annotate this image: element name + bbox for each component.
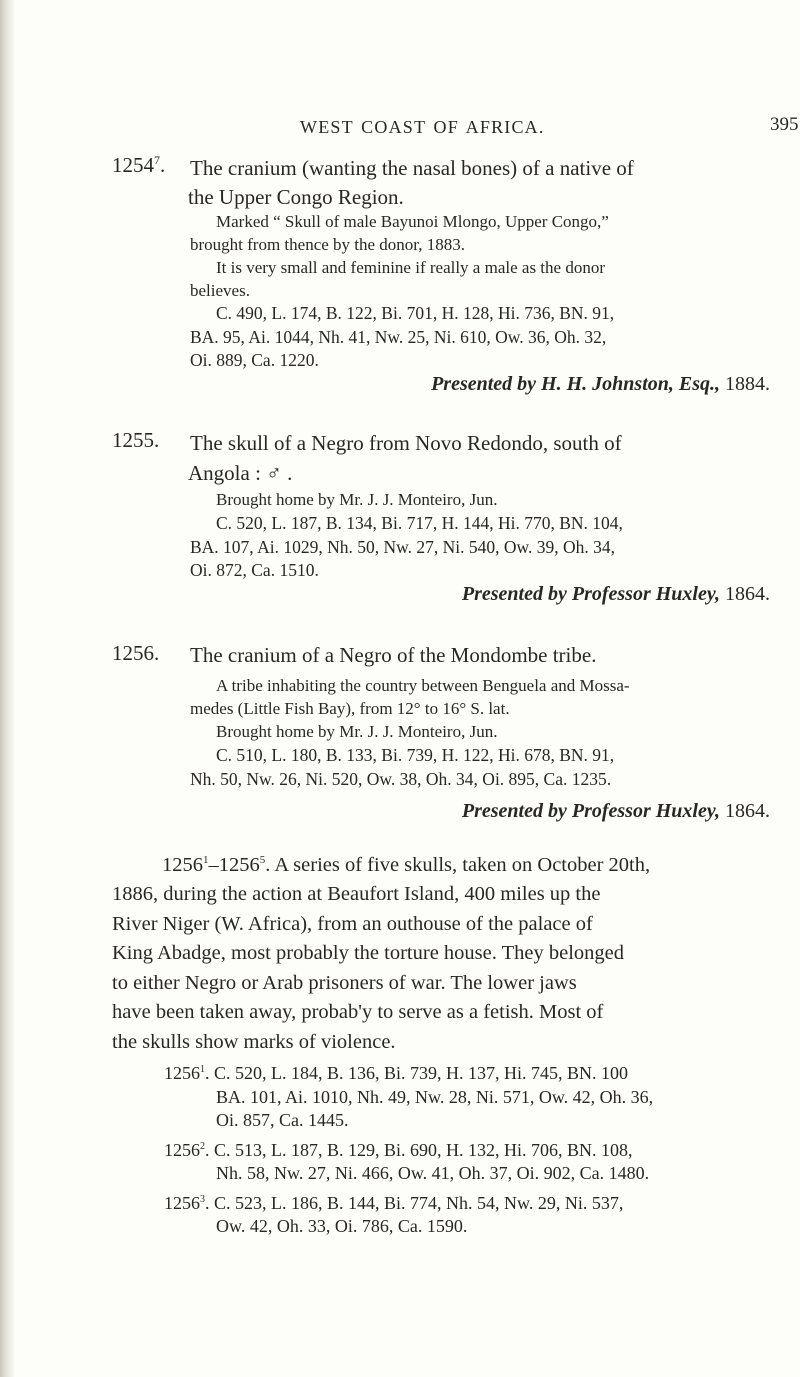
entry-number: 1254$^7$. (112, 153, 166, 177)
presented-by: Presented by H. H. Johnston, Esq., 1884. (431, 373, 770, 395)
series-line: River Niger (W. Africa), from an outhouse of the palace of (112, 912, 593, 935)
entry-measurements: C. 490, L. 174, B. 122, Bi. 701, H. 128, Hi. 736, BN. 91, BA. 95, Ai. 1044, Nh. 41, Nw. 25, Ni. 610, Ow. 36, Oh. 32, Oi. 889, Ca. 1220. (190, 303, 615, 370)
entry-measurements: C. 520, L. 187, B. 134, Bi. 717, H. 144, Hi. 770, BN. 104, BA. 107, Ai. 1029, Nh. 50, Nw. 27, Ni. 540, Ow. 39, Oh. 34, Oi. 872, Ca. 1510. (190, 513, 623, 580)
series-line: King Abadge, most probably the torture house. They belonged (112, 942, 625, 965)
entry-measurements: C. 510, L. 180, B. 133, Bi. 739, H. 122, Hi. 678, BN. 91, Nh. 50, Nw. 26, Ni. 520, Ow. 38, Oh. 34, Oi. 895, Ca. 1235. (190, 745, 615, 789)
entry-title: The cranium of a Negro of the Mondombe tribe. (190, 643, 597, 667)
entry-number: 1255. (112, 428, 160, 452)
series-line: 1256$^1$–1256$^5$. A series of five skulls, taken on October 20th, (162, 853, 651, 876)
series-item-2: 1256$^2$. C. 513, L. 187, B. 129, Bi. 690, H. 132, Hi. 706, BN. 108, Nh. 58, Nw. 27, Ni. 466, Ow. 41, Oh. 37, Oi. 902, Ca. 1480. (164, 1139, 650, 1183)
series-line: have been taken away, probab'y to serve as a fetish. Most of (112, 1001, 604, 1024)
series-line: to either Negro or Arab prisoners of war. The lower jaws (112, 971, 577, 994)
series-item-1: 1256$^1$. C. 520, L. 184, B. 136, Bi. 739, H. 137, Hi. 745, BN. 100 BA. 101, Ai. 1010, Nh. 49, Nw. 28, Ni. 571, Ow. 42, Oh. 36, Oi. 857, Ca. 1445. (164, 1063, 654, 1130)
entry-title: The cranium (wanting the nasal bones) of a native of the Upper Congo Region. (188, 156, 634, 209)
entry-title: The skull of a Negro from Novo Redondo, south of Angola : ♂ . (188, 431, 622, 485)
entry-notes: Brought home by Mr. J. J. Monteiro, Jun. (216, 490, 498, 509)
presented-by: Presented by Professor Huxley, 1864. (461, 583, 770, 605)
entry-notes: A tribe inhabiting the country between Benguela and Mossa- medes (Little Fish Bay), from 12° to 16° S. lat. Brought home by Mr. J. J. Monteiro, Jun. (190, 676, 630, 741)
series-measurements (164, 1058, 653, 1239)
series-paragraph (112, 846, 777, 1057)
series-item-3: 1256$^3$. C. 523, L. 186, B. 144, Bi. 774, Nh. 54, Nw. 29, Ni. 537, Ow. 42, Oh. 33, Oi. 786, Ca. 1590. (164, 1192, 624, 1236)
page-header (0, 114, 800, 147)
running-title: WEST COAST OF AFRICA. (300, 117, 545, 137)
presented-by: Presented by Professor Huxley, 1864. (461, 800, 770, 822)
series-line: 1886, during the action at Beaufort Island, 400 miles up the (112, 883, 601, 906)
page-number: 395 (770, 114, 799, 135)
series-line: the skulls show marks of violence. (112, 1030, 396, 1053)
entry-notes: Marked “ Skull of male Bayunoi Mlongo, Upper Congo,” brought from thence by the donor, 1883. It is very small and feminine if really a male as the donor believes. (190, 212, 609, 300)
entry-number: 1256. (112, 641, 160, 665)
